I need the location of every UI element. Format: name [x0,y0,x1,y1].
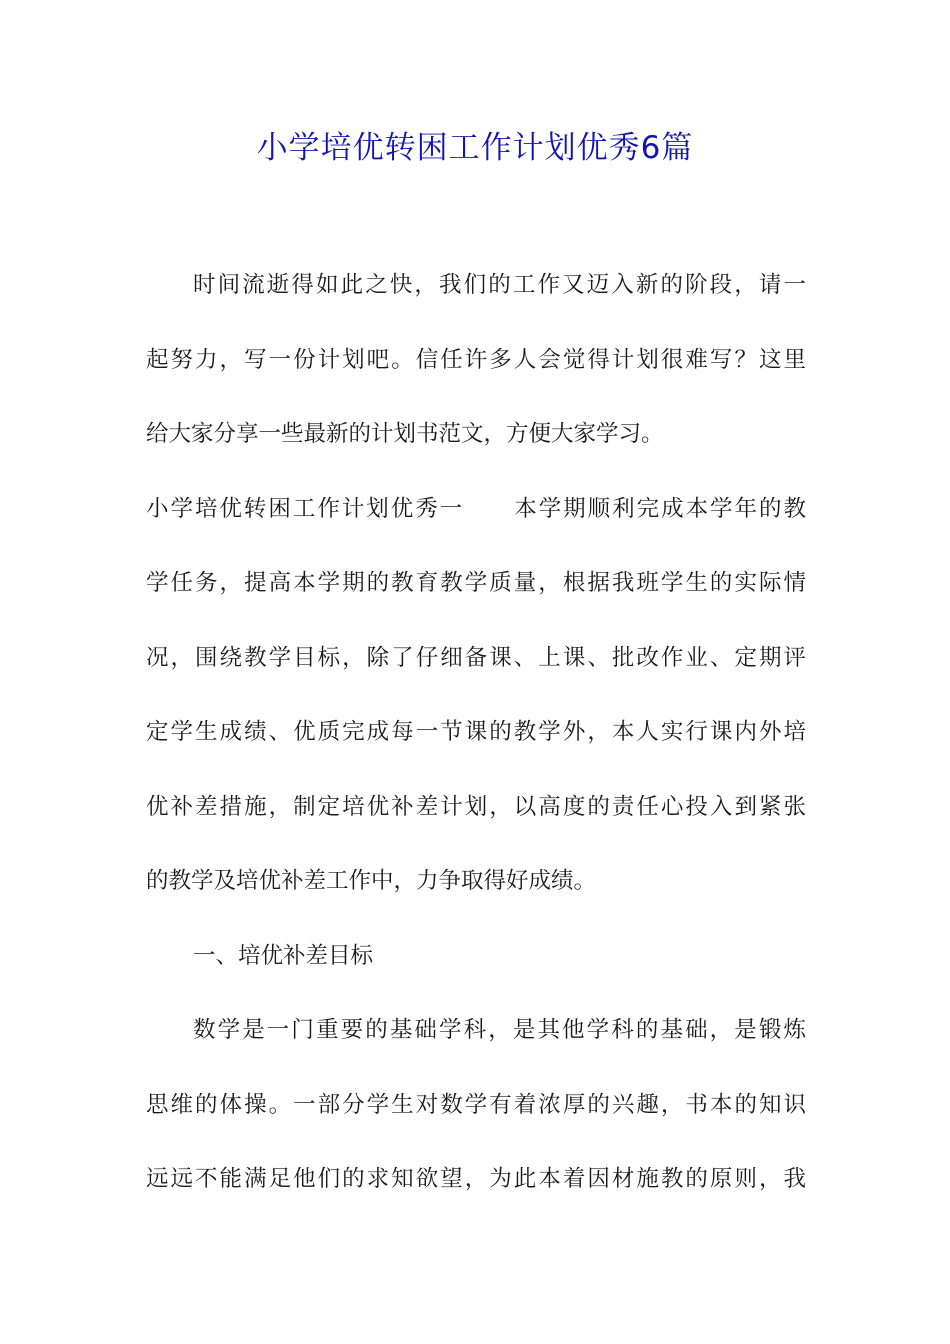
paragraph-text: 本学期顺利完成本学年的教 [512,495,806,522]
subheading-line: 一、培优补差目标 [193,942,374,969]
paragraph-line: 数学是一门重要的基础学科，是其他学科的基础，是锻炼 [193,1017,806,1043]
paragraph-line: 思维的体操。一部分学生对数学有着浓厚的兴趣，书本的知识 [146,1091,806,1118]
paragraph-line: 起努力，写一份计划吧。信任许多人会觉得计划很难写？这里 [146,346,806,373]
paragraph-line: 定学生成绩、优质完成每一节课的教学外，本人实行课内外培 [146,719,806,745]
paragraph-line [146,486,806,561]
section-heading: 小学培优转困工作计划优秀一 [146,495,465,522]
paragraph-line: 时间流逝得如此之快，我们的工作又迈入新的阶段，请一 [193,272,806,298]
document-title: 小学培优转困工作计划优秀6篇 [256,130,694,166]
paragraph-line: 学任务，提高本学期的教育教学质量，根据我班学生的实际情 [146,570,806,596]
paragraph-line: 给大家分享一些最新的计划书范文，方便大家学习。 [146,421,664,447]
paragraph-line: 况，围绕教学目标，除了仔细备课、上课、批改作业、定期评 [146,644,806,671]
paragraph-line: 远远不能满足他们的求知欲望，为此本着因材施教的原则，我 [146,1166,806,1192]
paragraph-line: 优补差措施，制定培优补差计划，以高度的责任心投入到紧张 [146,793,806,820]
paragraph-line: 的教学及培优补差工作中，力争取得好成绩。 [146,868,597,894]
document-body [146,262,806,1231]
